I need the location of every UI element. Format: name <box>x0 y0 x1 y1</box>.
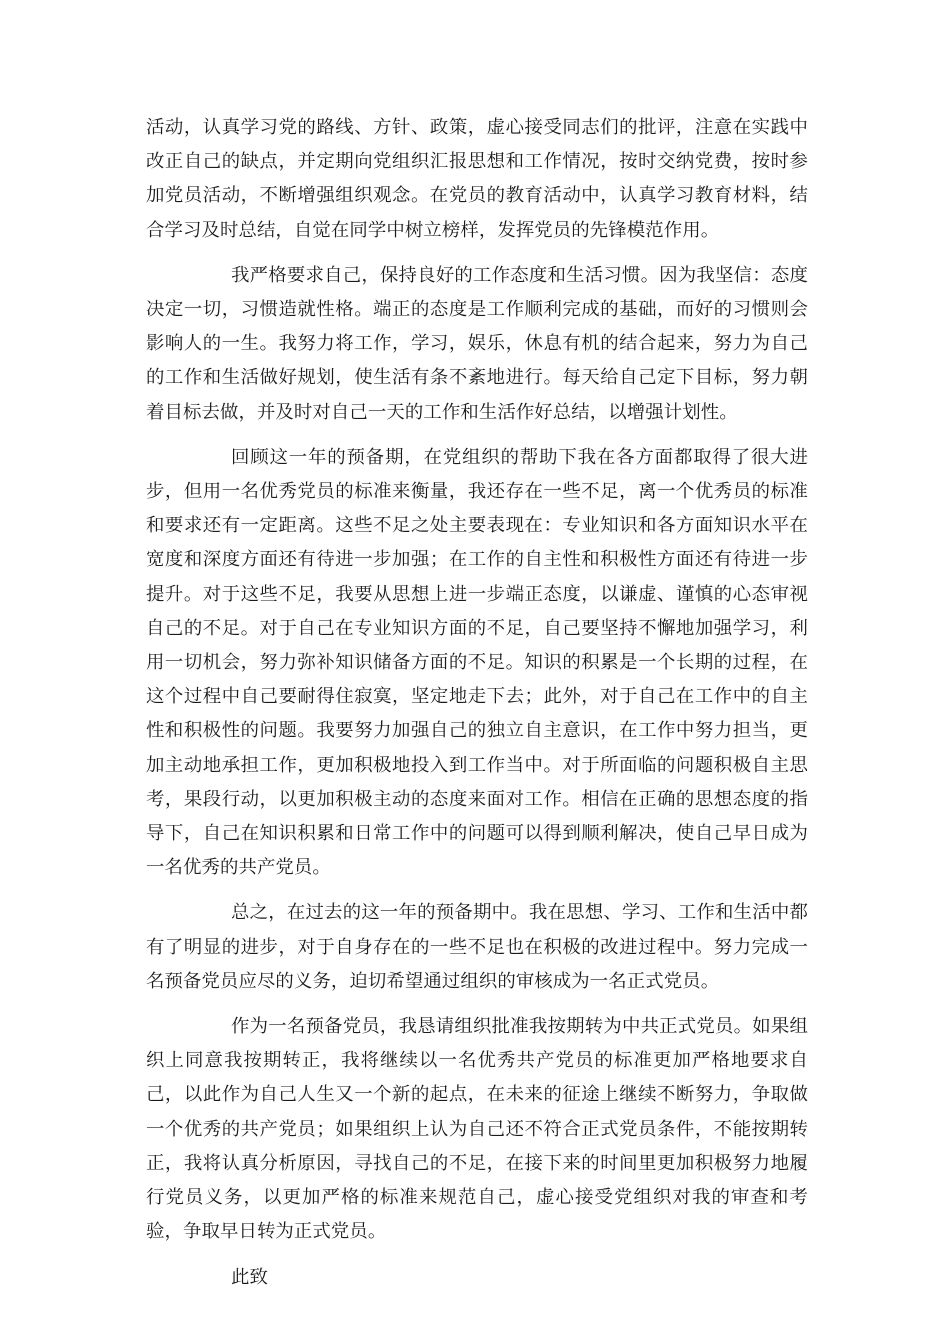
document-body <box>146 111 808 1295</box>
paragraph-4: 总之，在过去的这一年的预备期中。我在思想、学习、工作和生活中都有了明显的进步，对于自身存在的一些不足也在积极的改进过程中。努力完成一名预备党员应尽的义务，迫切希望通过组织的审核成为一名正式党员。 <box>146 902 808 992</box>
paragraph-5: 作为一名预备党员，我恳请组织批准我按期转为中共正式党员。如果组织上同意我按期转正，我将继续以一名优秀共产党员的标准更加严格地要求自己，以此作为自己人生又一个新的起点，在未来的征途上继续不断努力，争取做一个优秀的共产党员；如果组织上认为自己还不符合正式党员条件，不能按期转正，我将认真分析原因，寻找自己的不足，在接下来的时间里更加积极努力地履行党员义务，以更加严格的标准来规范自己，虚心接受党组织对我的审查和考验，争取早日转为正式党员。 <box>146 1016 808 1243</box>
paragraph-3: 回顾这一年的预备期，在党组织的帮助下我在各方面都取得了很大进步，但用一名优秀党员的标准来衡量，我还存在一些不足，离一个优秀员的标准和要求还有一定距离。这些不足之处主要表现在：专业知识和各方面知识水平在宽度和深度方面还有待进一步加强；在工作的自主性和积极性方面还有待进一步提升。对于这些不足，我要从思想上进一步端正态度，以谦虚、谨慎的心态审视自己的不足。对于自己在专业知识方面的不足，自己要坚持不懈地加强学习，利用一切机会，努力弥补知识储备方面的不足。知识的积累是一个长期的过程，在这个过程中自己要耐得住寂寞，坚定地走下去；此外，对于自己在工作中的自主性和积极性的问题。我要努力加强自己的独立自主意识，在工作中努力担当，更加主动地承担工作，更加积极地投入到工作当中。对于所面临的问题积极自主思考，果段行动，以更加积极主动的态度来面对工作。相信在正确的思想态度的指导下，自己在知识积累和日常工作中的问题可以得到顺利解决，使自己早日成为一名优秀的共产党员。 <box>146 446 808 879</box>
paragraph-2: 我严格要求自己，保持良好的工作态度和生活习惯。因为我坚信：态度决定一切，习惯造就性格。端正的态度是工作顺利完成的基础，而好的习惯则会影响人的一生。我努力将工作，学习，娱乐，休息有机的结合起来，努力为自己的工作和生活做好规划，使生活有条不紊地进行。每天给自己定下目标，努力朝着目标去做，并及时对自己一天的工作和生活作好总结，以增强计划性。 <box>146 264 808 423</box>
paragraph-1: 活动，认真学习党的路线、方针、政策，虚心接受同志们的批评，注意在实践中改正自己的缺点，并定期向党组织汇报思想和工作情况，按时交纳党费，按时参加党员活动，不断增强组织观念。在党员的教育活动中，认真学习教育材料，结合学习及时总结，自觉在同学中树立榜样，发挥党员的先锋模范作用。 <box>146 117 808 241</box>
closing-salutation: 此致 <box>231 1266 268 1288</box>
